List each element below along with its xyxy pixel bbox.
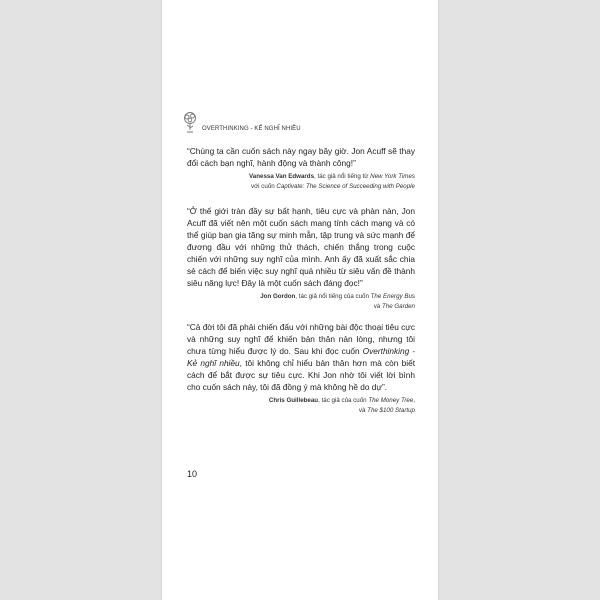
attribution-text: và <box>373 303 382 310</box>
endorsement-1 <box>187 145 415 192</box>
attribution-text: , tác giả nổi tiếng từ <box>314 173 371 180</box>
endorsement-quote: “Chúng ta cần cuốn sách này ngay bây giờ. Jon Acuff sẽ thay đổi cách bạn nghĩ, hành động và thành công!” <box>187 146 415 168</box>
endorsement-attribution <box>187 396 415 416</box>
endorsement-attribution <box>187 172 415 192</box>
attribution-book-title: The Money Tree <box>368 397 414 404</box>
endorsement-quote <box>187 321 415 393</box>
endorsement-author: Chris Guillebeau <box>268 397 319 404</box>
attribution-book-title: The Energy Bus <box>370 293 415 300</box>
attribution-book-title: Captivate: The Science of Succeeding with People <box>276 183 415 190</box>
running-header-title: OVERTHINKING - KẾ NGHĨ NHIỀU <box>202 126 301 132</box>
attribution-text: , <box>413 397 415 404</box>
attribution-text: với cuốn <box>250 183 277 190</box>
attribution-book-title: The $100 Startup <box>367 407 415 414</box>
brain-tree-logo-icon <box>180 111 200 133</box>
endorsement-quote: “Ở thế giới tràn đầy sự bất hạnh, tiêu cực và phàn nàn, Jon Acuff đã viết nên một cuốn sách mang tính cách mạng và có thể giúp bạn gia tăng sự minh mẫn, tập trung và sức mạnh để đương đầu với những thử thách, chiến thắng trong cuộc chiến với những suy nghĩ của mình. Anh ấy đã xuất sắc chia sẻ cách để biến việc suy nghĩ quá nhiều từ siêu vấn đề thành siêu năng lực! Đây là một cuốn sách đáng đọc!” <box>187 206 415 288</box>
endorsement-author: Jon Gordon <box>260 293 296 300</box>
quote-book-title: Overthinking - Kẻ nghĩ nhiều <box>187 346 415 368</box>
endorsement-author: Vanessa Van Edwards <box>249 173 315 180</box>
running-header <box>180 111 301 133</box>
book-page <box>162 0 438 600</box>
attribution-title: New York Times <box>370 173 415 180</box>
endorsement-attribution <box>187 292 415 312</box>
attribution-book-title: The Garden <box>381 303 415 310</box>
attribution-text: , tác giả của cuốn <box>318 397 369 404</box>
endorsement-3 <box>187 321 415 416</box>
endorsement-2 <box>187 205 415 312</box>
attribution-text: và <box>358 407 368 414</box>
attribution-text: , tác giả nổi tiếng của cuốn <box>295 293 371 300</box>
page-number: 10 <box>187 469 198 479</box>
quote-text: “Cả đời tôi đã phải chiến đấu với những bài độc thoại tiêu cực và những suy nghĩ để khiến bản thân nản lòng, nhưng tôi chưa từng hiểu được lý do. Sau khi đọc cuốn <box>187 322 415 356</box>
quote-text: , tôi không chỉ hiểu bản thân hơn mà còn biết cách để bắt được sự tiêu cực. Khi Jon nhờ tôi viết lời bình cho cuốn sách này, tôi đã đồng ý mà không hề do dự”. <box>187 358 415 392</box>
